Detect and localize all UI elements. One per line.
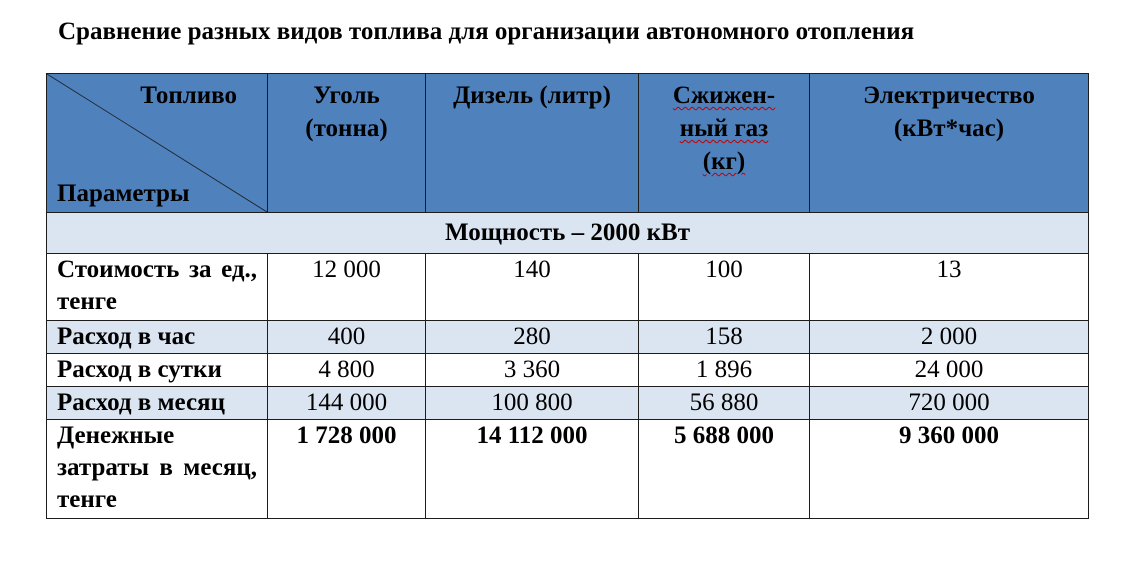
cell-value: 280 <box>426 321 639 354</box>
table-row <box>47 321 1089 354</box>
col-header-diesel: Дизель (литр) <box>426 74 639 213</box>
page-title: Сравнение разных видов топлива для организации автономного отопления <box>58 18 915 45</box>
row-label: Расход в сутки <box>47 354 268 387</box>
corner-cell <box>47 74 268 213</box>
table-row <box>47 420 1089 519</box>
cell-value: 12 000 <box>268 254 426 321</box>
cell-value: 5 688 000 <box>639 420 810 519</box>
cell-value: 100 800 <box>426 387 639 420</box>
cell-value: 9 360 000 <box>810 420 1089 519</box>
corner-params-label: Параметры <box>57 180 190 207</box>
cell-value: 56 880 <box>639 387 810 420</box>
cell-value: 400 <box>268 321 426 354</box>
cell-value: 1 896 <box>639 354 810 387</box>
row-label: Расход в месяц <box>47 387 268 420</box>
cell-value: 2 000 <box>810 321 1089 354</box>
cell-value: 144 000 <box>268 387 426 420</box>
header-row <box>47 74 1089 213</box>
cell-value: 13 <box>810 254 1089 321</box>
table-row <box>47 354 1089 387</box>
cell-value: 24 000 <box>810 354 1089 387</box>
fuel-comparison-table <box>46 73 1089 519</box>
col-header-coal: Уголь (тонна) <box>268 74 426 213</box>
cell-value: 3 360 <box>426 354 639 387</box>
cell-value: 100 <box>639 254 810 321</box>
row-label: Стоимость за ед., тенге <box>47 254 268 321</box>
row-label: Денежные затраты в месяц, тенге <box>47 420 268 519</box>
col-header-lpg: Сжижен-ный газ (кг) <box>639 74 810 213</box>
table-row <box>47 254 1089 321</box>
section-power-label: Мощность – 2000 кВт <box>47 213 1089 254</box>
cell-value: 14 112 000 <box>426 420 639 519</box>
cell-value: 1 728 000 <box>268 420 426 519</box>
cell-value: 4 800 <box>268 354 426 387</box>
table-row <box>47 387 1089 420</box>
cell-value: 158 <box>639 321 810 354</box>
cell-value: 140 <box>426 254 639 321</box>
row-label: Расход в час <box>47 321 268 354</box>
corner-fuel-label: Топливо <box>140 82 237 109</box>
section-row <box>47 213 1089 254</box>
col-header-electricity: Электричество (кВт*час) <box>810 74 1089 213</box>
cell-value: 720 000 <box>810 387 1089 420</box>
